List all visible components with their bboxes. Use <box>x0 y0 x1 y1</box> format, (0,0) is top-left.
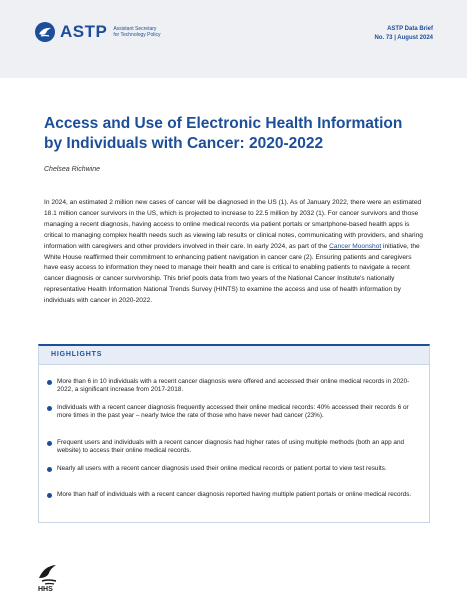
logo-subtitle: Assistant Secretary for Technology Policy <box>113 26 161 38</box>
highlights-box <box>38 344 430 523</box>
highlight-item: Nearly all users with a recent cancer diagnosis used their online medical records or patient portal to view test results. <box>57 465 412 473</box>
author: Chelsea Richwine <box>44 166 101 173</box>
bullet-icon <box>47 493 52 498</box>
highlight-item: Individuals with a recent cancer diagnosis frequently accessed their online medical records: 40% accessed their records 6 or more times in the past year – nearly twice the rate of those who have never had cancer (23%). <box>57 404 412 421</box>
logo-text: ASTP <box>60 22 108 41</box>
brief-number <box>375 25 433 43</box>
bullet-icon <box>47 380 52 385</box>
document-title: Access and Use of Electronic Health Information by Individuals with Cancer: 2020-2022 <box>44 115 403 152</box>
bullet-icon <box>47 406 52 411</box>
astp-eagle-icon <box>34 21 56 43</box>
highlight-item: More than 6 in 10 individuals with a recent cancer diagnosis were offered and accessed their online medical records in 2020-2022, a significant increase from 2017-2018. <box>57 378 412 395</box>
hhs-label: HHS <box>38 586 53 593</box>
astp-logo <box>34 21 183 43</box>
brief-label: ASTP Data Brief <box>387 26 433 32</box>
highlights-heading: HIGHLIGHTS <box>39 346 429 365</box>
intro-paragraph: In 2024, an estimated 2 million new cases of cancer will be diagnosed in the US (1). As of January 2022, there were an estimated 18.1 million cancer survivors in the US, which is projected to increase to 22.5 million by 2032 (1). For cancer survivors and those managing a recent diagnosis, having access to online medical records via patient portals or smartphone-based health apps is critical to managing complex health needs such as viewing lab results or clinical notes, communicating with providers, and sharing information with caregivers and other providers involved in their care. In early 2024, as part of the Cancer Moonshot initiative, the White House reaffirmed their commitment to enhancing patient navigation in cancer care (2). Ensuring patients and caregivers have easy access to information they need to manage their health and care is critical to enabling patients to navigate a recent cancer diagnosis or cancer survivorship. This brief pools data from two years of the National Cancer Institute's nationally representative Health Information National Trends Survey (HINTS) to examine the access and use of health information by individuals with cancer in 2020-2022. <box>44 199 423 305</box>
highlight-item: Frequent users and individuals with a recent cancer diagnosis had higher rates of using multiple methods (both an app and website) to access their online medical records. <box>57 439 412 456</box>
bullet-icon <box>47 441 52 446</box>
brief-issue: No. 73 | August 2024 <box>374 35 433 41</box>
hhs-eagle-icon <box>36 562 62 586</box>
bullet-icon <box>47 467 52 472</box>
cancer-moonshot-link[interactable]: Cancer Moonshot <box>329 242 382 250</box>
highlight-item: More than half of individuals with a recent cancer diagnosis reported having multiple patient portals or online medical records. <box>57 491 412 499</box>
